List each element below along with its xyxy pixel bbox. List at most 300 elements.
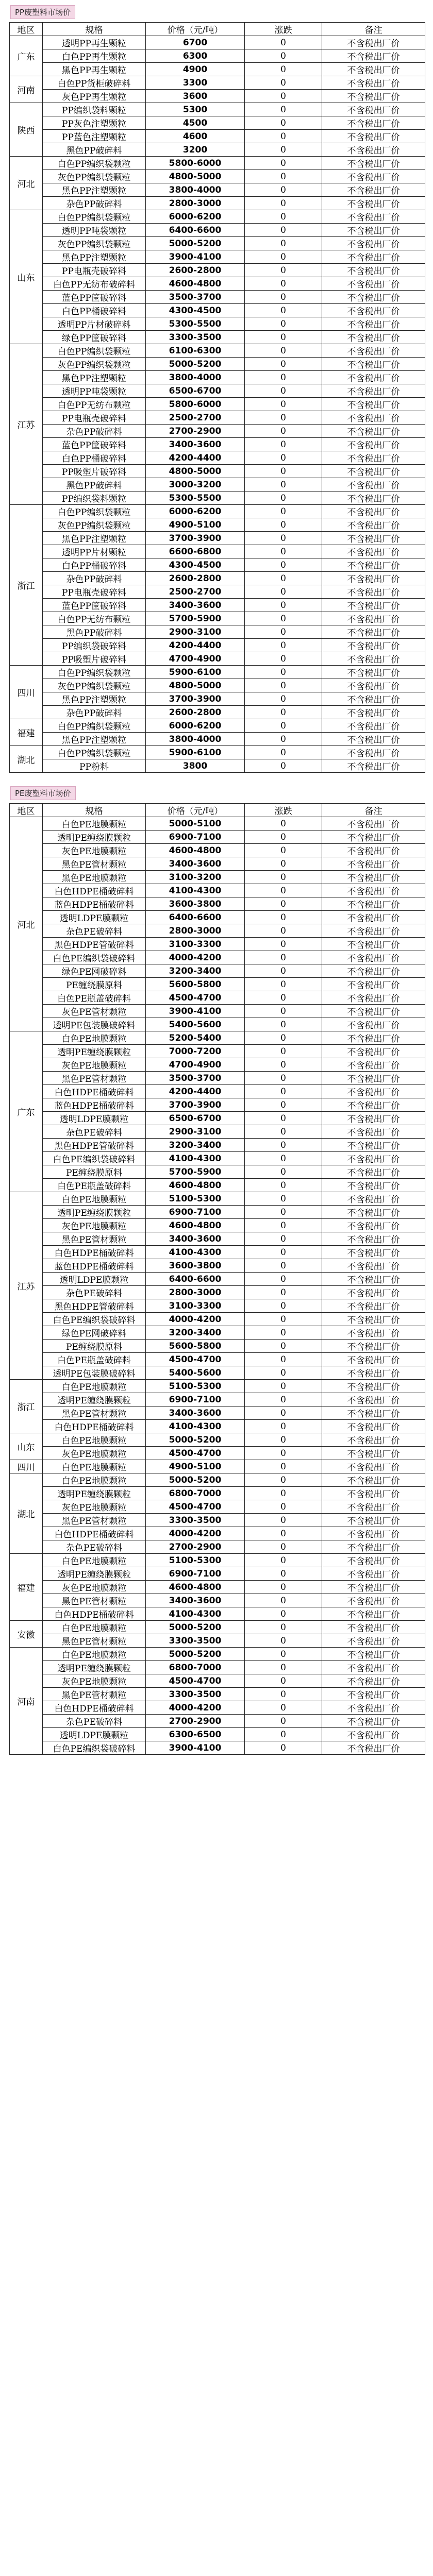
price-cell: 5000-5100 bbox=[146, 817, 245, 831]
table-row bbox=[10, 505, 425, 518]
change-cell: 0 bbox=[245, 438, 322, 451]
change-cell: 0 bbox=[245, 733, 322, 746]
change-cell: 0 bbox=[245, 237, 322, 250]
table-row bbox=[10, 639, 425, 652]
change-cell: 0 bbox=[245, 991, 322, 1005]
change-cell: 0 bbox=[245, 425, 322, 438]
change-cell: 0 bbox=[245, 951, 322, 964]
header-note: 备注 bbox=[322, 23, 425, 36]
price-cell: 2500-2700 bbox=[146, 585, 245, 599]
price-cell: 3000-3200 bbox=[146, 478, 245, 492]
price-cell: 3200 bbox=[146, 143, 245, 157]
pe-price-table bbox=[9, 803, 425, 1755]
table-row bbox=[10, 1420, 425, 1433]
spec-cell: 白色PP货柜破碎料 bbox=[43, 76, 146, 90]
spec-cell: 透明LDPE膜颗粒 bbox=[43, 1112, 146, 1125]
change-cell: 0 bbox=[245, 1514, 322, 1527]
change-cell: 0 bbox=[245, 831, 322, 844]
note-cell: 不含税出厂价 bbox=[322, 317, 425, 331]
spec-cell: 灰色PE地膜颗粒 bbox=[43, 1219, 146, 1232]
table-row bbox=[10, 304, 425, 317]
table-row bbox=[10, 492, 425, 505]
table-row bbox=[10, 438, 425, 451]
price-cell: 4700-4900 bbox=[146, 652, 245, 666]
spec-cell: PP吸塑片破碎料 bbox=[43, 465, 146, 478]
price-cell: 5000-5200 bbox=[146, 1473, 245, 1487]
note-cell: 不含税出厂价 bbox=[322, 90, 425, 103]
spec-cell: 白色PP编织袋颗粒 bbox=[43, 719, 146, 733]
change-cell: 0 bbox=[245, 49, 322, 63]
change-cell: 0 bbox=[245, 1648, 322, 1661]
spec-cell: 黑色PP再生颗粒 bbox=[43, 63, 146, 76]
table-row bbox=[10, 411, 425, 425]
price-cell: 2800-3000 bbox=[146, 924, 245, 938]
price-cell: 6300 bbox=[146, 49, 245, 63]
price-cell: 3400-3600 bbox=[146, 1406, 245, 1420]
table-row bbox=[10, 103, 425, 116]
price-cell: 5800-6000 bbox=[146, 398, 245, 411]
spec-cell: 杂色PE破碎料 bbox=[43, 1715, 146, 1728]
header-region: 地区 bbox=[10, 804, 43, 817]
spec-cell: 白色PP编织袋颗粒 bbox=[43, 505, 146, 518]
region-cell: 湖北 bbox=[10, 746, 43, 773]
table-row bbox=[10, 1031, 425, 1045]
note-cell: 不含税出厂价 bbox=[322, 1715, 425, 1728]
table-row bbox=[10, 964, 425, 978]
table-row bbox=[10, 612, 425, 625]
price-cell: 5700-5900 bbox=[146, 1165, 245, 1179]
note-cell: 不含税出厂价 bbox=[322, 250, 425, 264]
table-row bbox=[10, 1192, 425, 1206]
note-cell: 不含税出厂价 bbox=[322, 237, 425, 250]
region-cell: 安徽 bbox=[10, 1621, 43, 1648]
spec-cell: 黑色PE管材颗粒 bbox=[43, 1232, 146, 1246]
spec-cell: 黑色HDPE管破碎料 bbox=[43, 1139, 146, 1152]
table-row bbox=[10, 1701, 425, 1715]
note-cell: 不含税出厂价 bbox=[322, 1594, 425, 1607]
spec-cell: 灰色PP编织袋颗粒 bbox=[43, 679, 146, 692]
spec-cell: 黑色PP破碎料 bbox=[43, 478, 146, 492]
table-row bbox=[10, 558, 425, 572]
table-row bbox=[10, 679, 425, 692]
note-cell: 不含税出厂价 bbox=[322, 1634, 425, 1648]
table-row bbox=[10, 1125, 425, 1139]
table-row bbox=[10, 224, 425, 237]
price-cell: 4600-4800 bbox=[146, 844, 245, 857]
change-cell: 0 bbox=[245, 63, 322, 76]
spec-cell: 白色PE地膜颗粒 bbox=[43, 1192, 146, 1206]
region-cell: 浙江 bbox=[10, 505, 43, 666]
spec-cell: PP电瓶壳破碎料 bbox=[43, 411, 146, 425]
spec-cell: 白色PE地膜颗粒 bbox=[43, 1648, 146, 1661]
region-cell: 浙江 bbox=[10, 1380, 43, 1433]
change-cell: 0 bbox=[245, 1567, 322, 1581]
table-row bbox=[10, 1473, 425, 1487]
price-cell: 4900-5100 bbox=[146, 518, 245, 532]
spec-cell: 白色PE地膜颗粒 bbox=[43, 1031, 146, 1045]
spec-cell: 白色PE编织袋破碎料 bbox=[43, 1313, 146, 1326]
table-row bbox=[10, 1688, 425, 1701]
price-cell: 3400-3600 bbox=[146, 438, 245, 451]
change-cell: 0 bbox=[245, 1299, 322, 1313]
note-cell: 不含税出厂价 bbox=[322, 572, 425, 585]
region-cell: 河北 bbox=[10, 157, 43, 210]
spec-cell: 黑色PE地膜颗粒 bbox=[43, 871, 146, 884]
spec-cell: 灰色PP编织袋颗粒 bbox=[43, 170, 146, 183]
spec-cell: 黑色PP注塑颗粒 bbox=[43, 371, 146, 384]
table-row bbox=[10, 1674, 425, 1688]
spec-cell: 绿色PP筐破碎料 bbox=[43, 331, 146, 344]
price-cell: 4100-4300 bbox=[146, 884, 245, 897]
change-cell: 0 bbox=[245, 1192, 322, 1206]
change-cell: 0 bbox=[245, 666, 322, 679]
note-cell: 不含税出厂价 bbox=[322, 76, 425, 90]
table-row bbox=[10, 1567, 425, 1581]
spec-cell: 白色PE地膜颗粒 bbox=[43, 1460, 146, 1473]
change-cell: 0 bbox=[245, 612, 322, 625]
note-cell: 不含税出厂价 bbox=[322, 1460, 425, 1473]
note-cell: 不含税出厂价 bbox=[322, 1246, 425, 1259]
spec-cell: 灰色PE地膜颗粒 bbox=[43, 1500, 146, 1514]
note-cell: 不含税出厂价 bbox=[322, 1406, 425, 1420]
table-row bbox=[10, 277, 425, 291]
note-cell: 不含税出厂价 bbox=[322, 666, 425, 679]
price-cell: 3700-3900 bbox=[146, 692, 245, 706]
table-row bbox=[10, 237, 425, 250]
change-cell: 0 bbox=[245, 1500, 322, 1514]
change-cell: 0 bbox=[245, 317, 322, 331]
spec-cell: 白色PP无纺布颗粒 bbox=[43, 612, 146, 625]
change-cell: 0 bbox=[245, 183, 322, 197]
price-cell: 2800-3000 bbox=[146, 197, 245, 210]
price-cell: 4800-5000 bbox=[146, 465, 245, 478]
spec-cell: 透明PE缠绕膜颗粒 bbox=[43, 831, 146, 844]
note-cell: 不含税出厂价 bbox=[322, 1674, 425, 1688]
change-cell: 0 bbox=[245, 884, 322, 897]
note-cell: 不含税出厂价 bbox=[322, 358, 425, 371]
change-cell: 0 bbox=[245, 1152, 322, 1165]
price-cell: 4200-4400 bbox=[146, 451, 245, 465]
note-cell: 不含税出厂价 bbox=[322, 1072, 425, 1085]
change-cell: 0 bbox=[245, 344, 322, 358]
change-cell: 0 bbox=[245, 1701, 322, 1715]
region-cell: 山东 bbox=[10, 1433, 43, 1460]
spec-cell: 杂色PE破碎料 bbox=[43, 1125, 146, 1139]
price-cell: 2600-2800 bbox=[146, 706, 245, 719]
change-cell: 0 bbox=[245, 1460, 322, 1473]
table-row bbox=[10, 1741, 425, 1755]
pp-price-section bbox=[9, 3, 425, 773]
change-cell: 0 bbox=[245, 558, 322, 572]
note-cell: 不含税出厂价 bbox=[322, 897, 425, 911]
price-cell: 5300-5500 bbox=[146, 492, 245, 505]
table-row bbox=[10, 371, 425, 384]
price-cell: 5700-5900 bbox=[146, 612, 245, 625]
table-row bbox=[10, 1353, 425, 1366]
spec-cell: 白色PP无纺布破碎料 bbox=[43, 277, 146, 291]
note-cell: 不含税出厂价 bbox=[322, 36, 425, 49]
spec-cell: 杂色PE破碎料 bbox=[43, 1540, 146, 1554]
table-row bbox=[10, 978, 425, 991]
note-cell: 不含税出厂价 bbox=[322, 1259, 425, 1273]
note-cell: 不含税出厂价 bbox=[322, 116, 425, 130]
header-price: 价格（元/吨） bbox=[146, 23, 245, 36]
note-cell: 不含税出厂价 bbox=[322, 63, 425, 76]
price-cell: 3300-3500 bbox=[146, 1688, 245, 1701]
table-row bbox=[10, 817, 425, 831]
note-cell: 不含税出厂价 bbox=[322, 438, 425, 451]
change-cell: 0 bbox=[245, 90, 322, 103]
price-cell: 3600 bbox=[146, 90, 245, 103]
price-cell: 6400-6600 bbox=[146, 911, 245, 924]
table-row bbox=[10, 897, 425, 911]
change-cell: 0 bbox=[245, 411, 322, 425]
table-row bbox=[10, 1273, 425, 1286]
spec-cell: PE缠绕膜原料 bbox=[43, 978, 146, 991]
note-cell: 不含税出厂价 bbox=[322, 1688, 425, 1701]
price-cell: 4100-4300 bbox=[146, 1152, 245, 1165]
change-cell: 0 bbox=[245, 398, 322, 411]
change-cell: 0 bbox=[245, 1487, 322, 1500]
spec-cell: 白色PE地膜颗粒 bbox=[43, 1621, 146, 1634]
note-cell: 不含税出厂价 bbox=[322, 1139, 425, 1152]
change-cell: 0 bbox=[245, 1179, 322, 1192]
change-cell: 0 bbox=[245, 1286, 322, 1299]
spec-cell: 白色PP再生颗粒 bbox=[43, 49, 146, 63]
change-cell: 0 bbox=[245, 1018, 322, 1031]
note-cell: 不含税出厂价 bbox=[322, 831, 425, 844]
note-cell: 不含税出厂价 bbox=[322, 478, 425, 492]
table-row bbox=[10, 625, 425, 639]
spec-cell: 白色PE地膜颗粒 bbox=[43, 1473, 146, 1487]
table-row bbox=[10, 1005, 425, 1018]
price-cell: 3600-3800 bbox=[146, 1259, 245, 1273]
spec-cell: 白色PP编织袋颗粒 bbox=[43, 746, 146, 759]
price-cell: 5600-5800 bbox=[146, 1340, 245, 1353]
change-cell: 0 bbox=[245, 1313, 322, 1326]
spec-cell: 黑色PP注塑颗粒 bbox=[43, 692, 146, 706]
price-cell: 5000-5200 bbox=[146, 1433, 245, 1447]
table-row bbox=[10, 585, 425, 599]
change-cell: 0 bbox=[245, 478, 322, 492]
change-cell: 0 bbox=[245, 1340, 322, 1353]
note-cell: 不含税出厂价 bbox=[322, 371, 425, 384]
price-cell: 3300-3500 bbox=[146, 331, 245, 344]
change-cell: 0 bbox=[245, 1139, 322, 1152]
region-cell: 河南 bbox=[10, 76, 43, 103]
spec-cell: 白色HDPE桶破碎料 bbox=[43, 1246, 146, 1259]
price-cell: 4100-4300 bbox=[146, 1246, 245, 1259]
change-cell: 0 bbox=[245, 652, 322, 666]
table-row bbox=[10, 1139, 425, 1152]
note-cell: 不含税出厂价 bbox=[322, 170, 425, 183]
spec-cell: 黑色PE管材颗粒 bbox=[43, 1514, 146, 1527]
change-cell: 0 bbox=[245, 1085, 322, 1098]
change-cell: 0 bbox=[245, 291, 322, 304]
note-cell: 不含税出厂价 bbox=[322, 344, 425, 358]
price-cell: 5100-5300 bbox=[146, 1554, 245, 1567]
spec-cell: 白色PE瓶盖破碎料 bbox=[43, 1179, 146, 1192]
note-cell: 不含税出厂价 bbox=[322, 1701, 425, 1715]
change-cell: 0 bbox=[245, 1058, 322, 1072]
change-cell: 0 bbox=[245, 1406, 322, 1420]
spec-cell: 灰色PP编织袋颗粒 bbox=[43, 358, 146, 371]
change-cell: 0 bbox=[245, 371, 322, 384]
change-cell: 0 bbox=[245, 157, 322, 170]
price-cell: 2800-3000 bbox=[146, 1286, 245, 1299]
table-row bbox=[10, 1447, 425, 1460]
change-cell: 0 bbox=[245, 1447, 322, 1460]
spec-cell: 黑色PP破碎料 bbox=[43, 143, 146, 157]
spec-cell: 白色HDPE桶破碎料 bbox=[43, 1701, 146, 1715]
price-cell: 3500-3700 bbox=[146, 291, 245, 304]
note-cell: 不含税出厂价 bbox=[322, 331, 425, 344]
price-cell: 4000-4200 bbox=[146, 951, 245, 964]
note-cell: 不含税出厂价 bbox=[322, 1353, 425, 1366]
table-row bbox=[10, 1540, 425, 1554]
price-cell: 6500-6700 bbox=[146, 384, 245, 398]
note-cell: 不含税出厂价 bbox=[322, 1393, 425, 1406]
price-document bbox=[9, 3, 425, 1755]
table-row bbox=[10, 344, 425, 358]
change-cell: 0 bbox=[245, 746, 322, 759]
table-row bbox=[10, 331, 425, 344]
price-cell: 5400-5600 bbox=[146, 1018, 245, 1031]
table-row bbox=[10, 170, 425, 183]
table-row bbox=[10, 250, 425, 264]
change-cell: 0 bbox=[245, 304, 322, 317]
note-cell: 不含税出厂价 bbox=[322, 1031, 425, 1045]
change-cell: 0 bbox=[245, 451, 322, 465]
note-cell: 不含税出厂价 bbox=[322, 625, 425, 639]
price-cell: 4900 bbox=[146, 63, 245, 76]
change-cell: 0 bbox=[245, 277, 322, 291]
table-row bbox=[10, 1246, 425, 1259]
table-header-row bbox=[10, 23, 425, 36]
note-cell: 不含税出厂价 bbox=[322, 1380, 425, 1393]
change-cell: 0 bbox=[245, 817, 322, 831]
change-cell: 0 bbox=[245, 331, 322, 344]
price-cell: 5000-5200 bbox=[146, 1648, 245, 1661]
region-cell: 广东 bbox=[10, 36, 43, 76]
table-row bbox=[10, 210, 425, 224]
region-cell: 河南 bbox=[10, 1648, 43, 1755]
table-row bbox=[10, 1433, 425, 1447]
change-cell: 0 bbox=[245, 1206, 322, 1219]
note-cell: 不含税出厂价 bbox=[322, 857, 425, 871]
region-cell: 福建 bbox=[10, 719, 43, 746]
price-cell: 4100-4300 bbox=[146, 1607, 245, 1621]
note-cell: 不含税出厂价 bbox=[322, 817, 425, 831]
note-cell: 不含税出厂价 bbox=[322, 1125, 425, 1139]
price-cell: 2600-2800 bbox=[146, 264, 245, 277]
price-cell: 6600-6800 bbox=[146, 545, 245, 558]
change-cell: 0 bbox=[245, 358, 322, 371]
change-cell: 0 bbox=[245, 1380, 322, 1393]
price-cell: 5800-6000 bbox=[146, 157, 245, 170]
table-row bbox=[10, 1232, 425, 1246]
table-row bbox=[10, 1514, 425, 1527]
spec-cell: 绿色PE网破碎料 bbox=[43, 1326, 146, 1340]
table-row bbox=[10, 384, 425, 398]
spec-cell: 透明PP片材颗粒 bbox=[43, 545, 146, 558]
pe-table-body bbox=[10, 817, 425, 1755]
spec-cell: 蓝色PP筐破碎料 bbox=[43, 599, 146, 612]
price-cell: 4000-4200 bbox=[146, 1701, 245, 1715]
table-row bbox=[10, 1259, 425, 1273]
change-cell: 0 bbox=[245, 679, 322, 692]
note-cell: 不含税出厂价 bbox=[322, 1219, 425, 1232]
note-cell: 不含税出厂价 bbox=[322, 1085, 425, 1098]
price-cell: 3200-3400 bbox=[146, 1139, 245, 1152]
table-row bbox=[10, 143, 425, 157]
table-row bbox=[10, 1299, 425, 1313]
table-row bbox=[10, 1045, 425, 1058]
price-cell: 4600-4800 bbox=[146, 1219, 245, 1232]
note-cell: 不含税出厂价 bbox=[322, 1621, 425, 1634]
price-cell: 6000-6200 bbox=[146, 505, 245, 518]
table-row bbox=[10, 733, 425, 746]
region-cell: 河北 bbox=[10, 817, 43, 1031]
table-row bbox=[10, 63, 425, 76]
note-cell: 不含税出厂价 bbox=[322, 224, 425, 237]
table-row bbox=[10, 1634, 425, 1648]
note-cell: 不含税出厂价 bbox=[322, 978, 425, 991]
table-row bbox=[10, 1594, 425, 1607]
price-cell: 3200-3400 bbox=[146, 964, 245, 978]
table-row bbox=[10, 652, 425, 666]
note-cell: 不含税出厂价 bbox=[322, 1473, 425, 1487]
section-title: PE废塑料市场价 bbox=[10, 786, 76, 800]
note-cell: 不含税出厂价 bbox=[322, 143, 425, 157]
table-row bbox=[10, 76, 425, 90]
price-cell: 3400-3600 bbox=[146, 599, 245, 612]
spec-cell: 透明PE缠绕膜颗粒 bbox=[43, 1045, 146, 1058]
table-row bbox=[10, 1581, 425, 1594]
region-cell: 四川 bbox=[10, 1460, 43, 1473]
spec-cell: 黑色PE管材颗粒 bbox=[43, 857, 146, 871]
change-cell: 0 bbox=[245, 1473, 322, 1487]
change-cell: 0 bbox=[245, 844, 322, 857]
spec-cell: PP编织袋料颗粒 bbox=[43, 103, 146, 116]
change-cell: 0 bbox=[245, 1741, 322, 1755]
note-cell: 不含税出厂价 bbox=[322, 924, 425, 938]
note-cell: 不含税出厂价 bbox=[322, 1232, 425, 1246]
spec-cell: 白色PE地膜颗粒 bbox=[43, 1380, 146, 1393]
spec-cell: 灰色PE地膜颗粒 bbox=[43, 1058, 146, 1072]
table-row bbox=[10, 759, 425, 773]
price-cell: 3200-3400 bbox=[146, 1326, 245, 1340]
table-row bbox=[10, 1340, 425, 1353]
price-cell: 2600-2800 bbox=[146, 572, 245, 585]
note-cell: 不含税出厂价 bbox=[322, 1661, 425, 1674]
change-cell: 0 bbox=[245, 759, 322, 773]
price-cell: 6500-6700 bbox=[146, 1112, 245, 1125]
table-row bbox=[10, 746, 425, 759]
spec-cell: 黑色PP注塑颗粒 bbox=[43, 183, 146, 197]
spec-cell: 黑色PE管材颗粒 bbox=[43, 1406, 146, 1420]
spec-cell: 灰色PE地膜颗粒 bbox=[43, 844, 146, 857]
note-cell: 不含税出厂价 bbox=[322, 492, 425, 505]
note-cell: 不含税出厂价 bbox=[322, 1514, 425, 1527]
spec-cell: 白色PE编织袋破碎料 bbox=[43, 951, 146, 964]
note-cell: 不含税出厂价 bbox=[322, 411, 425, 425]
table-row bbox=[10, 532, 425, 545]
spec-cell: 白色PP编织袋颗粒 bbox=[43, 666, 146, 679]
spec-cell: 黑色PE管材颗粒 bbox=[43, 1634, 146, 1648]
spec-cell: 透明PE包装膜破碎料 bbox=[43, 1018, 146, 1031]
note-cell: 不含税出厂价 bbox=[322, 545, 425, 558]
